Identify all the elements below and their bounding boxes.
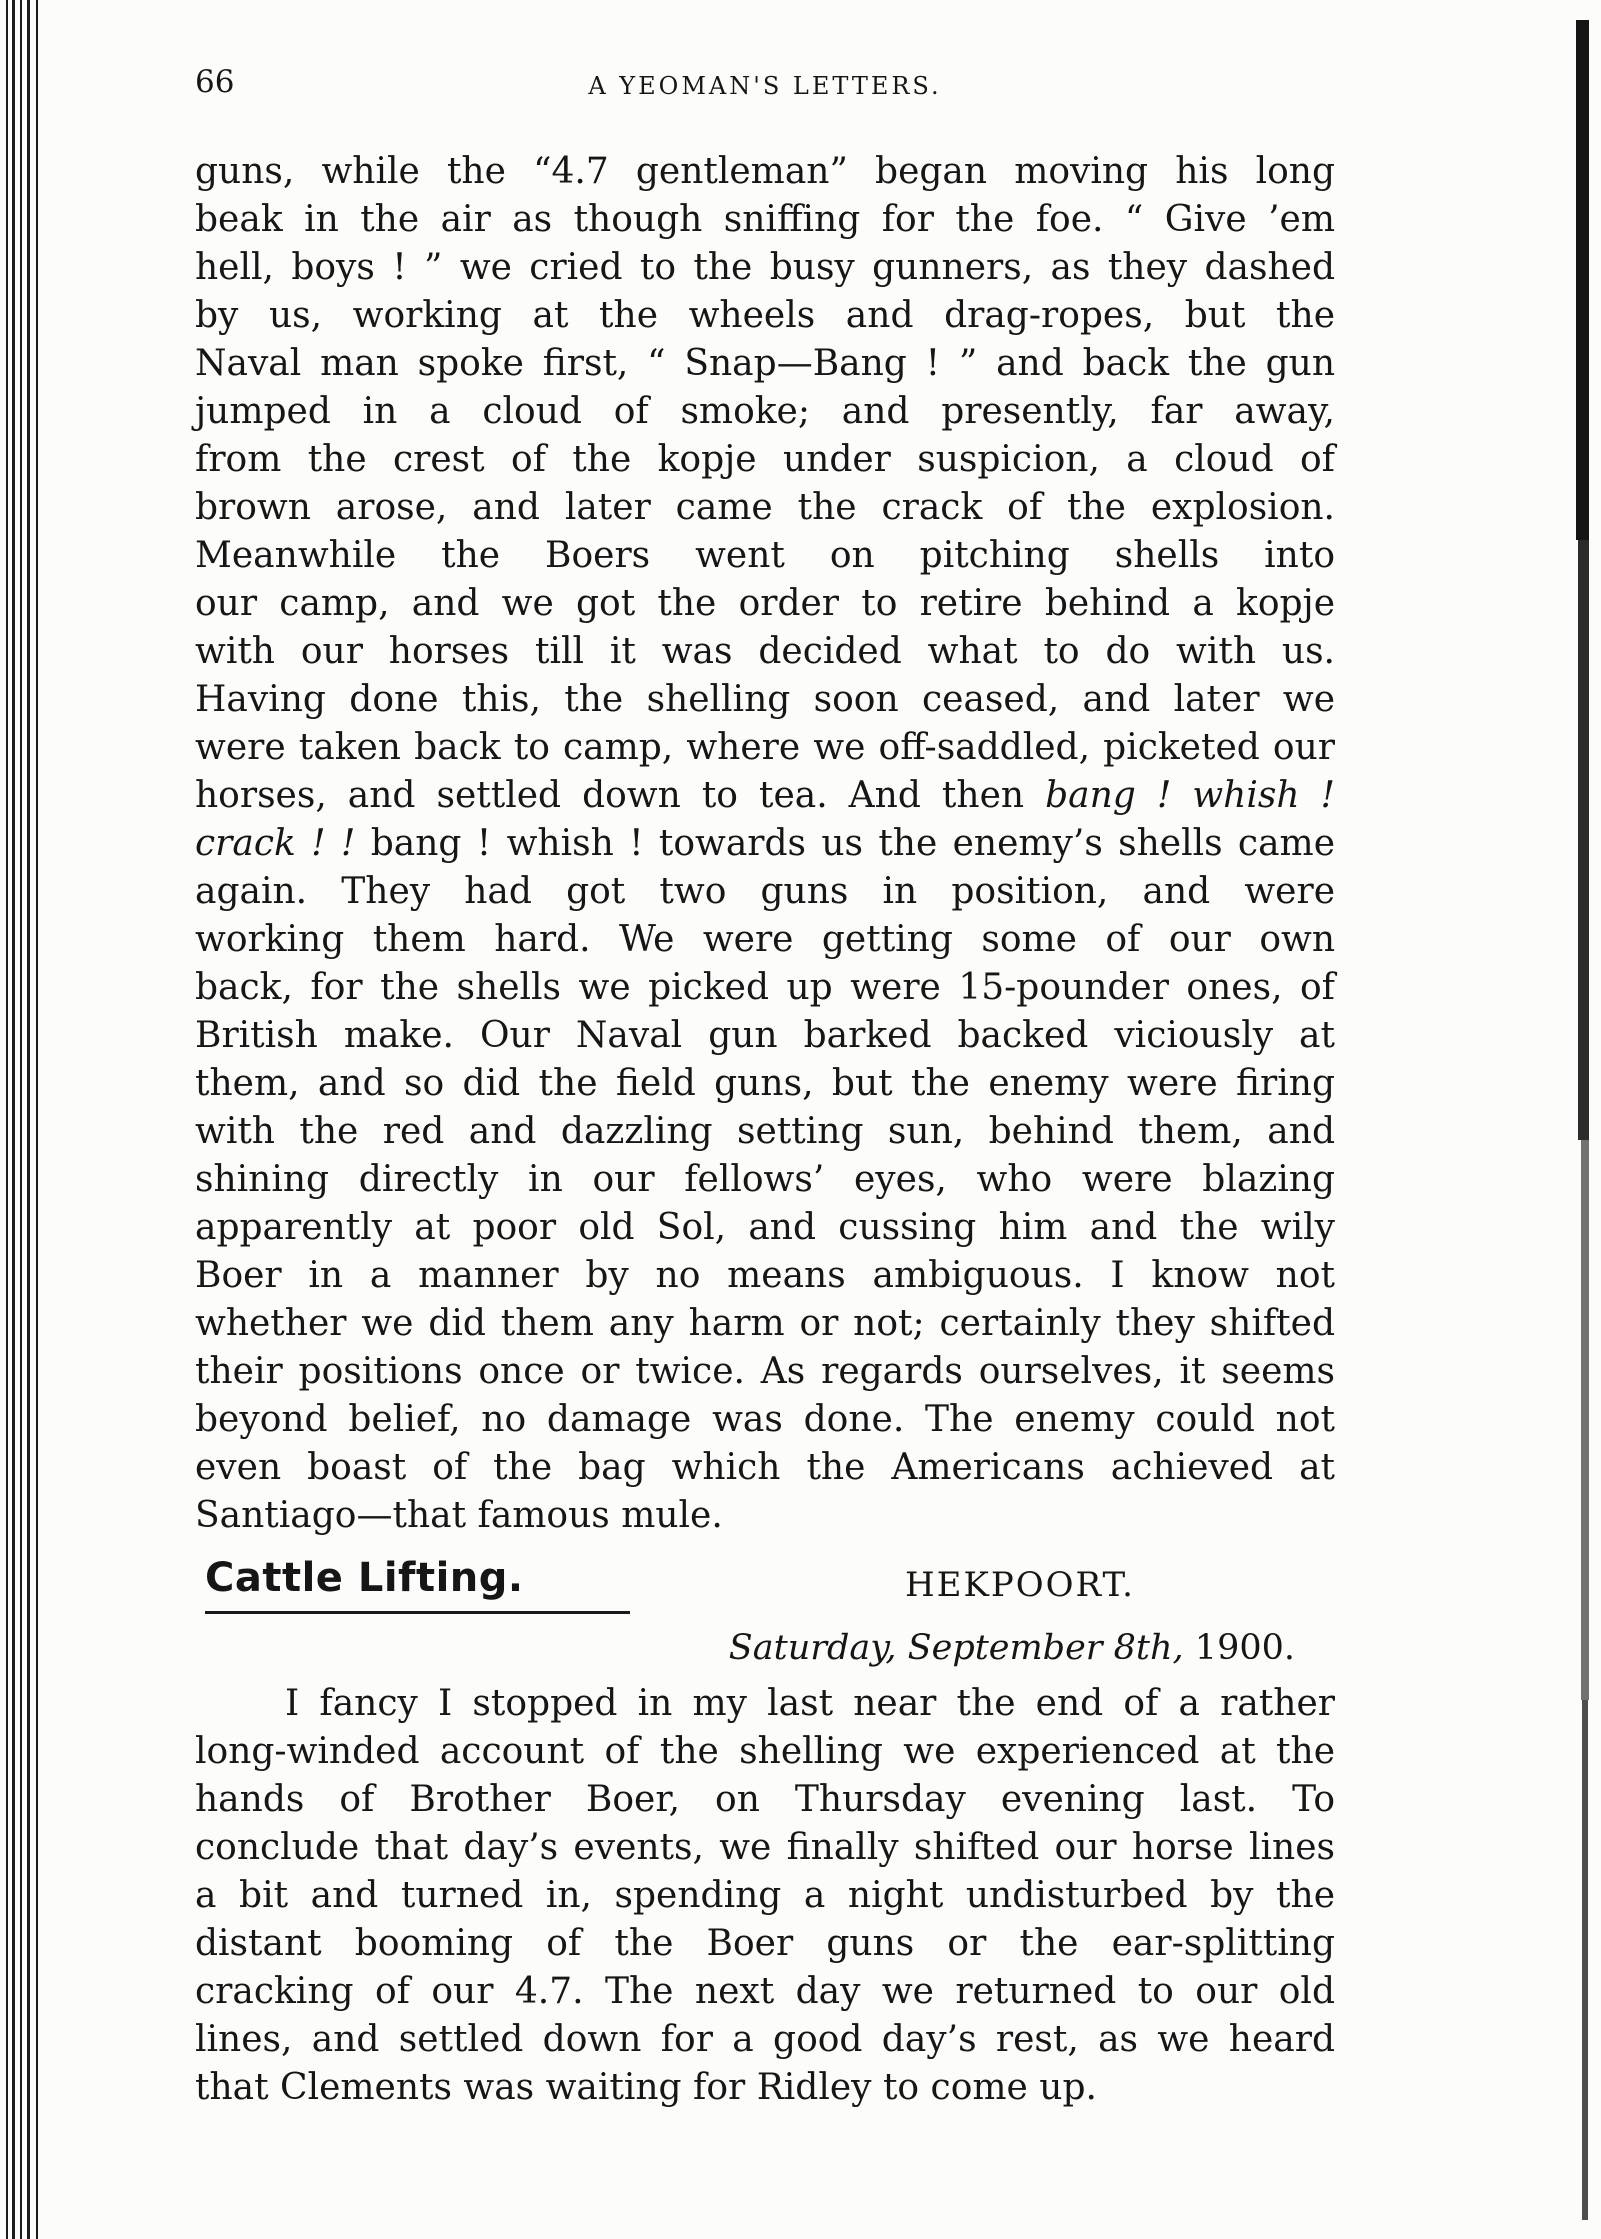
letter-date: [195, 1618, 1295, 1678]
text-line: with the red and dazzling setting sun, behind them, and: [195, 1111, 1335, 1152]
text-line: their positions once or twice. As regards ourselves, it seems: [195, 1351, 1335, 1392]
text-line: by us, working at the wheels and drag-ropes, but the: [195, 295, 1335, 336]
text-line: our camp, and we got the order to retire behind a kopje: [195, 583, 1335, 624]
text-line: back, for the shells we picked up were 15-pounder ones, of: [195, 967, 1335, 1008]
text-line: them, and so did the field guns, but the enemy were firing: [195, 1063, 1335, 1104]
text-line: from the crest of the kopje under suspicion, a cloud of: [195, 439, 1335, 480]
page-edge-shadow: [1531, 0, 1601, 2239]
date-text: Saturday, September 8th,: [728, 1628, 1184, 1668]
binding-gutter: [0, 0, 55, 2239]
text-line: with our horses till it was decided what to do with us.: [195, 631, 1335, 672]
text-line: a bit and turned in, spending a night undisturbed by the: [195, 1875, 1335, 1916]
text-line: lines, and settled down for a good day’s rest, as we heard: [195, 2019, 1335, 2060]
text-run: horses, and settled down to tea. And then: [195, 775, 1025, 816]
text-run: bang ! whish ! towards us the enemy’s shells came: [355, 823, 1335, 864]
text-line: whether we did them any harm or not; certainly they shifted: [195, 1303, 1335, 1344]
text-line: hands of Brother Boer, on Thursday evening last. To: [195, 1779, 1335, 1820]
text-line: jumped in a cloud of smoke; and presently, far away,: [195, 391, 1335, 432]
text-line: [195, 772, 1335, 820]
text-line: working them hard. We were getting some of our own: [195, 919, 1335, 960]
italic-run: crack ! !: [195, 823, 356, 864]
text-line: Naval man spoke first, “ Snap—Bang ! ” and back the gun: [195, 343, 1335, 384]
text-line: beak in the air as though sniffing for the foe. “ Give ’em: [195, 199, 1335, 240]
text-line: British make. Our Naval gun barked backed viciously at: [195, 1015, 1335, 1056]
text-line: Boer in a manner by no means ambiguous. I know not: [195, 1255, 1335, 1296]
section-heading: Cattle Lifting.: [205, 1555, 524, 1601]
running-head: [195, 64, 1335, 114]
text-line: [195, 820, 1335, 868]
text-line: that Clements was waiting for Ridley to come up.: [195, 2067, 1097, 2108]
letter-place: HEKPOORT.: [905, 1565, 1135, 1605]
text-line: distant booming of the Boer guns or the ear-splitting: [195, 1923, 1335, 1964]
text-line: again. They had got two guns in position, and were: [195, 871, 1335, 912]
page-number: 66: [195, 64, 235, 100]
italic-run: bang ! whish !: [1045, 775, 1336, 816]
text-line: cracking of our 4.7. The next day we returned to our old: [195, 1971, 1335, 2012]
text-line: were taken back to camp, where we off-saddled, picketed our: [195, 727, 1335, 768]
text-line: Santiago—that famous mule.: [195, 1495, 723, 1536]
text-line: I fancy I stopped in my last near the end of a rather: [285, 1683, 1335, 1724]
text-line: guns, while the “4.7 gentleman” began moving his long: [195, 151, 1335, 192]
text-line: Meanwhile the Boers went on pitching shells into: [195, 535, 1335, 576]
text-line: brown arose, and later came the crack of the explosion.: [195, 487, 1335, 528]
text-line: shining directly in our fellows’ eyes, who were blazing: [195, 1159, 1335, 1200]
text-line: hell, boys ! ” we cried to the busy gunners, as they dashed: [195, 247, 1335, 288]
date-year: 1900.: [1183, 1628, 1295, 1668]
text-line: conclude that day’s events, we finally shifted our horse lines: [195, 1827, 1335, 1868]
text-line: long-winded account of the shelling we experienced at the: [195, 1731, 1335, 1772]
running-title: A YEOMAN'S LETTERS.: [588, 72, 942, 100]
heading-underline: [205, 1611, 630, 1614]
text-line: Having done this, the shelling soon ceased, and later we: [195, 679, 1335, 720]
text-line: apparently at poor old Sol, and cussing him and the wily: [195, 1207, 1335, 1248]
text-line: even boast of the bag which the Americans achieved at: [195, 1447, 1335, 1488]
text-line: beyond belief, no damage was done. The enemy could not: [195, 1399, 1335, 1440]
